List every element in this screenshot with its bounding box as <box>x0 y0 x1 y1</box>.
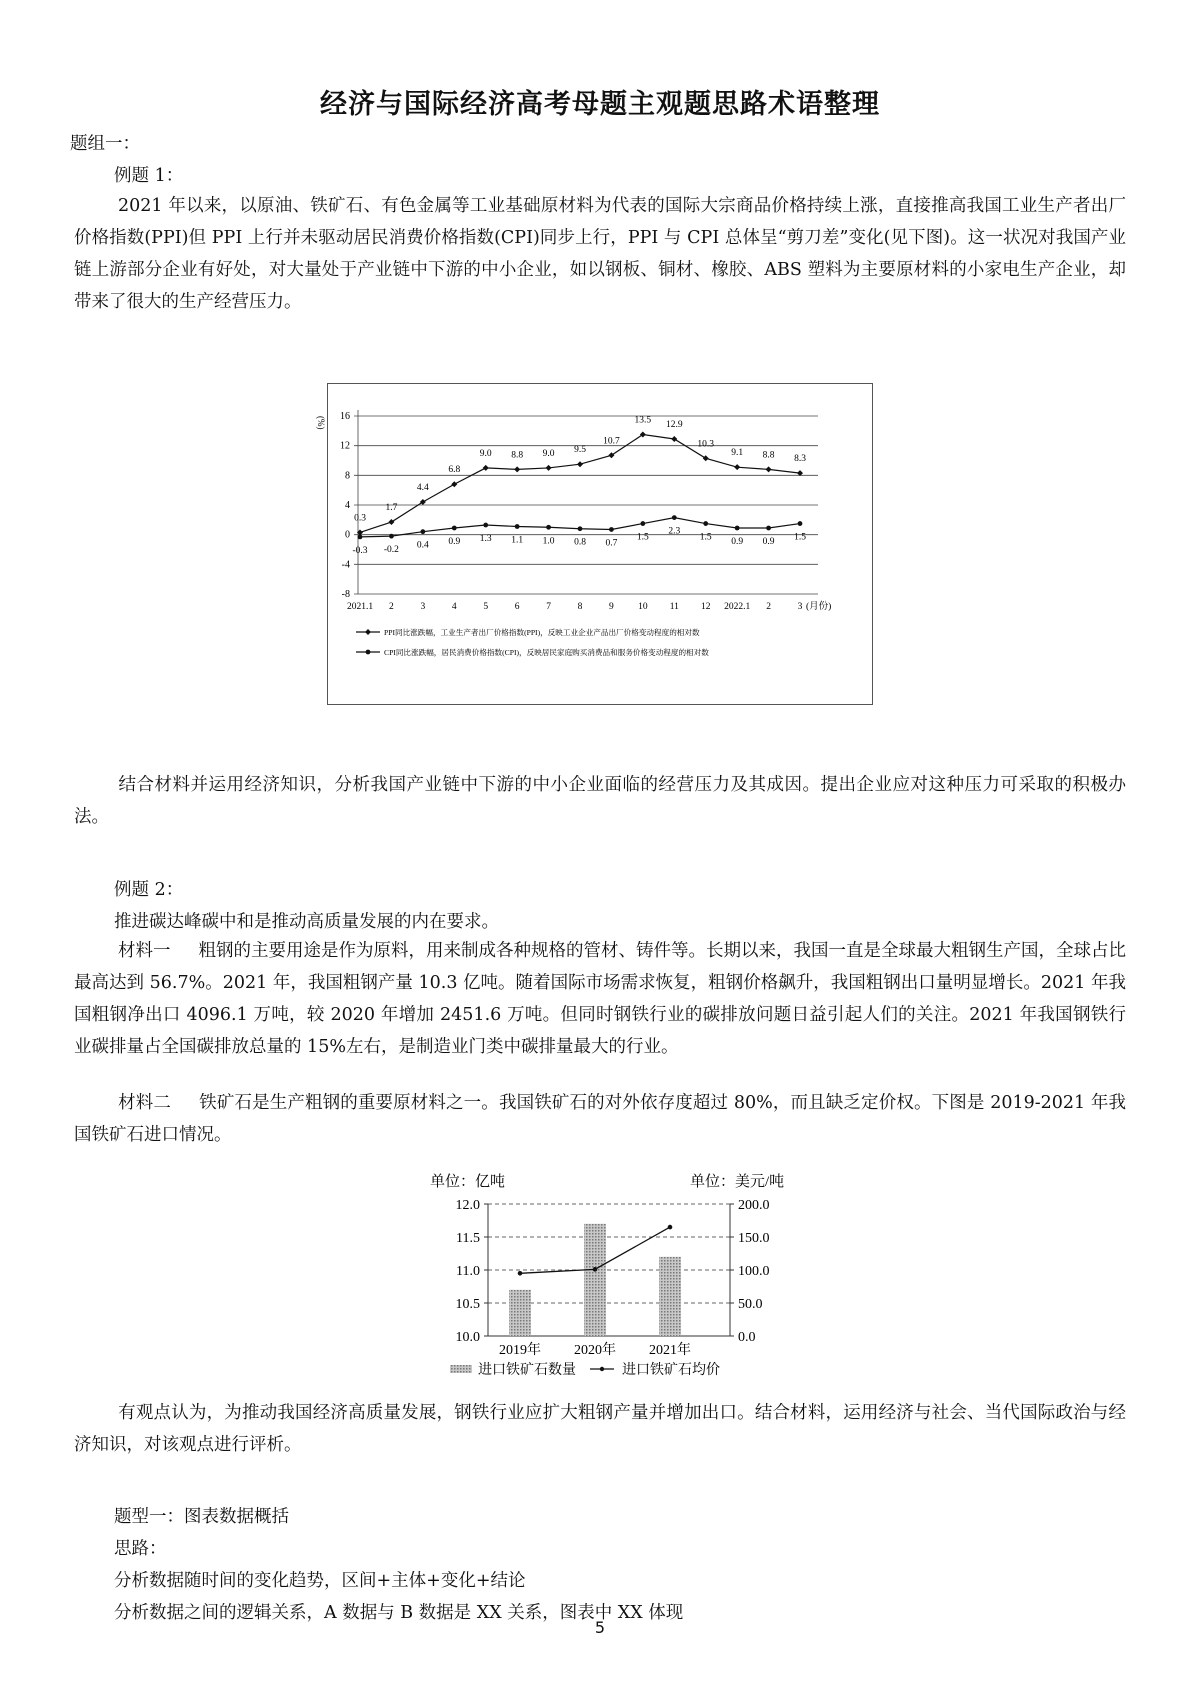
ppi-point <box>703 455 709 461</box>
cpi-point <box>420 529 425 534</box>
cpi-data-label: 1.3 <box>479 534 492 545</box>
material1-label: 材料一 <box>118 941 171 961</box>
cpi-point <box>609 527 614 532</box>
ppi-data-label: 8.8 <box>511 450 524 461</box>
left-tick-label: 11.5 <box>456 1231 480 1246</box>
cpi-point <box>640 521 645 526</box>
x-category-label: 2021年 <box>649 1343 691 1358</box>
y-tick-label: -8 <box>341 589 350 600</box>
ppi-point <box>451 481 457 487</box>
example1-text: 2021 年以来，以原油、铁矿石、有色金属等工业基础原材料为代表的国际大宗商品价格持续上涨，直接推高我国工业生产者出厂价格指数(PPI)但 PPI 上行并未驱动居民消费价格指数(CPI)同步上行，PPI 与 CPI 总体呈“剪刀差”变化(见下图)。这一状况对我国产业链上游部分企业有好处，对大量处于产业链中下游的中小企业，如以钢板、铜材、橡胶、ABS 塑料为主要原材料的小家电生产企业，却带来了很大的生产经营压力。 <box>74 196 1126 312</box>
example2-label: 例题 2： <box>114 880 184 900</box>
y-tick-label: 0 <box>345 529 350 541</box>
x-tick-label: 11 <box>669 602 679 612</box>
left-unit-label: 单位：亿吨 <box>430 1174 506 1190</box>
ppi-data-label: 10.3 <box>697 439 715 450</box>
page-title: 经济与国际经济高考母题主观题思路术语整理 <box>320 89 880 120</box>
ppi-cpi-chart <box>316 383 873 705</box>
bar-ore-quantity <box>584 1224 606 1336</box>
example1-label: 例题 1： <box>114 166 184 186</box>
x-tick-label: 2 <box>389 602 394 612</box>
legend-marker <box>365 629 371 635</box>
left-tick-label: 10.5 <box>455 1297 480 1312</box>
example2-intro: 推进碳达峰碳中和是推动高质量发展的内在要求。 <box>114 912 499 932</box>
cpi-data-label: 1.5 <box>636 532 649 543</box>
left-tick-label: 10.0 <box>455 1330 480 1345</box>
material1-paragraph <box>74 935 1126 1063</box>
cpi-point <box>389 534 394 539</box>
example1-question <box>74 769 1126 833</box>
ppi-point <box>514 466 520 472</box>
cpi-data-label: 1.0 <box>542 536 555 547</box>
x-axis-unit: (月份) <box>806 602 832 612</box>
cpi-point <box>546 525 551 530</box>
example2-question <box>74 1397 1126 1461</box>
bar-ore-quantity <box>659 1257 681 1336</box>
price-point <box>668 1225 673 1230</box>
ppi-data-label: 0.3 <box>354 513 366 524</box>
ppi-data-label: 9.5 <box>574 445 586 456</box>
ppi-data-label: 13.5 <box>634 415 652 426</box>
material2-text: 铁矿石是生产粗钢的重要原材料之一。我国铁矿石的对外依存度超过 80%，而且缺乏定价权。下图是 2019-2021 年我国铁矿石进口情况。 <box>74 1093 1127 1145</box>
example2-question-text: 有观点认为，为推动我国经济高质量发展，钢铁行业应扩大粗钢产量并增加出口。结合材料，运用经济与社会、当代国际政治与经济知识，对该观点进行评析。 <box>74 1403 1126 1455</box>
x-tick-label: 2 <box>766 602 771 612</box>
x-tick-label: 6 <box>514 602 520 612</box>
y-tick-label: 16 <box>340 411 350 422</box>
x-tick-label: 2022.1 <box>724 602 751 612</box>
legend-marker <box>366 650 371 655</box>
x-tick-label: 12 <box>700 602 711 612</box>
y-tick-label: 4 <box>345 500 350 511</box>
ppi-point <box>671 436 677 442</box>
group-label: 题组一： <box>70 134 140 154</box>
cpi-point <box>483 523 488 528</box>
x-tick-label: 4 <box>451 602 457 612</box>
y-axis-unit: (%) <box>316 416 326 430</box>
cpi-data-label: 1.5 <box>699 532 712 543</box>
cpi-data-label: 0.9 <box>731 536 744 547</box>
ppi-cpi-chart-svg <box>316 384 872 704</box>
cpi-data-label: 0.7 <box>605 538 618 549</box>
left-tick-label: 12.0 <box>455 1198 480 1213</box>
x-tick-label: 8 <box>577 602 583 612</box>
ppi-data-label: 1.7 <box>385 503 398 514</box>
price-point <box>593 1267 598 1272</box>
y-tick-label: 12 <box>340 440 350 452</box>
ppi-point <box>420 499 426 505</box>
legend-line-label: 进口铁矿石均价 <box>622 1363 720 1378</box>
ppi-data-label: 12.9 <box>665 419 683 430</box>
ppi-data-label: 9.0 <box>542 448 555 459</box>
x-tick-label: 3 <box>797 602 803 612</box>
cpi-data-label: 0.9 <box>762 536 775 547</box>
x-category-label: 2019年 <box>499 1343 541 1358</box>
ppi-point <box>577 461 583 467</box>
cpi-data-label: 0.9 <box>448 536 461 547</box>
x-tick-label: 5 <box>483 602 489 612</box>
legend-line-marker <box>600 1367 604 1371</box>
material2-paragraph <box>74 1087 1126 1151</box>
cpi-point <box>672 515 677 520</box>
ppi-point <box>483 465 489 471</box>
material2-label: 材料二 <box>118 1093 172 1113</box>
cpi-data-label: 0.4 <box>416 540 429 551</box>
x-category-label: 2020年 <box>574 1343 616 1358</box>
right-tick-label: 50.0 <box>738 1297 763 1312</box>
legend-bar-label: 进口铁矿石数量 <box>478 1363 576 1378</box>
example1-question-text: 结合材料并运用经济知识，分析我国产业链中下游的中小企业面临的经营压力及其成因。提出企业应对这种压力可采取的积极办法。 <box>74 775 1126 827</box>
x-tick-label: 2021.1 <box>346 602 374 612</box>
right-tick-label: 200.0 <box>738 1198 770 1213</box>
ppi-data-label: 8.3 <box>794 454 806 465</box>
ppi-data-label: 9.0 <box>479 448 492 459</box>
x-tick-label: 3 <box>420 602 426 612</box>
legend-label: CPI同比涨跌幅，居民消费价格指数(CPI)，反映居民家庭购买消费品和服务价格变动程度的相对数 <box>384 648 709 657</box>
type1-line2: 分析数据之间的逻辑关系，A 数据与 B 数据是 XX 关系，图表中 XX 体现 <box>114 1603 684 1623</box>
y-tick-label: 8 <box>345 470 350 482</box>
example1-paragraph <box>74 190 1126 318</box>
x-tick-label: 9 <box>609 602 614 612</box>
x-tick-label: 10 <box>638 602 648 612</box>
cpi-data-label: 0.8 <box>574 537 586 548</box>
x-tick-label: 7 <box>546 602 551 612</box>
material1-text: 粗钢的主要用途是作为原料，用来制成各种规格的管材、铸件等。长期以来，我国一直是全球最大粗钢生产国，全球占比最高达到 56.7%。2021 年，我国粗钢产量 10.3 亿吨。随着国际市场需求恢复，粗钢价格飙升，我国粗钢出口量明显增长。2021 年我国粗钢净出口 4096.1 万吨，较 2020 年增加 2451.6 万吨。但同时钢铁行业的碳排放问题日益引起人们的关注。2021 年我国钢铁行业碳排量占全国碳排放总量的 15%左右，是制造业门类中碳排量最大的行业。 <box>74 941 1126 1057</box>
ppi-data-label: 6.8 <box>448 465 461 476</box>
cpi-data-label: 1.5 <box>794 532 806 543</box>
iron-ore-chart <box>430 1158 850 1378</box>
ppi-data-label: 10.7 <box>603 436 620 447</box>
cpi-point <box>452 526 457 531</box>
cpi-data-label: 1.1 <box>511 535 524 546</box>
ppi-data-label: 4.4 <box>416 483 429 494</box>
type1-label: 题型一：图表数据概括 <box>114 1507 289 1527</box>
cpi-point <box>766 526 771 531</box>
cpi-point <box>358 534 363 539</box>
right-unit-label: 单位：美元/吨 <box>690 1174 785 1190</box>
ppi-point <box>546 465 552 471</box>
right-tick-label: 150.0 <box>738 1231 770 1246</box>
price-point <box>518 1271 523 1276</box>
y-tick-label: -4 <box>341 559 350 571</box>
right-tick-label: 100.0 <box>738 1264 770 1279</box>
cpi-point <box>578 526 583 531</box>
ppi-point <box>766 466 772 472</box>
cpi-data-label: -0.2 <box>383 545 399 556</box>
page-number: 5 <box>594 1618 606 1637</box>
cpi-data-label: -0.3 <box>352 545 368 556</box>
cpi-point <box>798 521 803 526</box>
left-tick-label: 11.0 <box>456 1264 480 1279</box>
right-tick-label: 0.0 <box>738 1330 756 1345</box>
legend-label: PPI同比涨跌幅，工业生产者出厂价格指数(PPI)，反映工业企业产品出厂价格变动程度的相对数 <box>384 628 700 637</box>
ppi-point <box>388 519 394 525</box>
bar-ore-quantity <box>509 1290 531 1336</box>
type1-line1: 分析数据随时间的变化趋势，区间+主体+变化+结论 <box>114 1571 526 1591</box>
ppi-data-label: 8.8 <box>762 450 775 461</box>
cpi-point <box>515 524 520 529</box>
type1-thinking: 思路： <box>114 1539 167 1559</box>
cpi-data-label: 2.3 <box>668 526 681 537</box>
cpi-point <box>703 521 708 526</box>
legend-bar-swatch <box>450 1365 472 1373</box>
ppi-point <box>734 464 740 470</box>
cpi-point <box>735 526 740 531</box>
ppi-data-label: 9.1 <box>731 448 744 459</box>
